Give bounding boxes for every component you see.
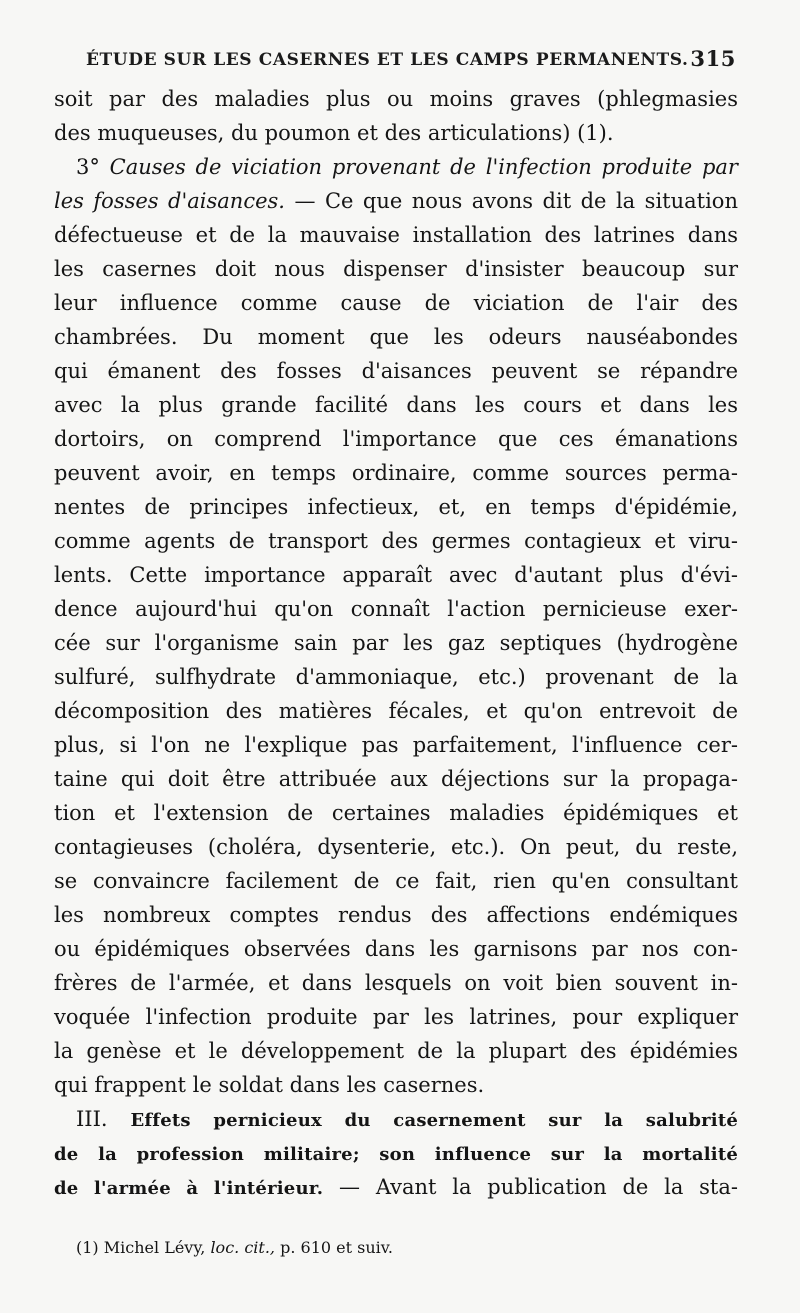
text-line: ou épidémiques observées dans les garnisons par nos con- xyxy=(54,937,738,961)
text-line: des muqueuses, du poumon et des articulations) (1). xyxy=(54,121,614,145)
text-line: lents. Cette importance apparaît avec d'autant plus d'évi- xyxy=(54,563,738,587)
text-line: les casernes doit nous dispenser d'insister beaucoup sur xyxy=(54,257,738,281)
section-III-heading-line xyxy=(54,1102,738,1136)
text-line: soit par des maladies plus ou moins graves (phlegmasies xyxy=(54,87,738,111)
section-III-numeral: III. xyxy=(76,1107,108,1131)
running-title: ÉTUDE SUR LES CASERNES ET LES CAMPS PERMANENTS. xyxy=(86,50,689,70)
footnote-pages: p. 610 et suiv. xyxy=(280,1238,393,1257)
text-run: Ce que nous avons dit de la situation xyxy=(324,189,738,213)
text-line: chambrées. Du moment que les odeurs nauséabondes xyxy=(54,325,738,349)
text-line: nentes de principes infectieux, et, en temps d'épidémie, xyxy=(54,495,738,519)
em-dash: — xyxy=(339,1175,361,1199)
text-line: les nombreux comptes rendus des affections endémiques xyxy=(54,903,738,927)
text-run: Avant la publication de la sta- xyxy=(375,1175,738,1199)
section-3-number: 3° xyxy=(76,155,100,179)
text-line: cée sur l'organisme sain par les gaz septiques (hydrogène xyxy=(54,631,738,655)
main-text xyxy=(54,82,738,1204)
text-line: dence aujourd'hui qu'on connaît l'action pernicieuse exer- xyxy=(54,597,738,621)
text-line: se convaincre facilement de ce fait, rien qu'en consultant xyxy=(54,869,738,893)
text-line: frères de l'armée, et dans lesquels on voit bien souvent in- xyxy=(54,971,738,995)
text-line: taine qui doit être attribuée aux déjections sur la propaga- xyxy=(54,767,738,791)
text-line: leur influence comme cause de viciation de l'air des xyxy=(54,291,738,315)
text-line: la genèse et le développement de la plupart des épidémies xyxy=(54,1039,738,1063)
footnote-marker: (1) xyxy=(76,1238,99,1257)
footnote-author: Michel Lévy, xyxy=(103,1238,206,1257)
text-line: peuvent avoir, en temps ordinaire, comme sources perma- xyxy=(54,461,738,485)
section-III-title: Effets pernicieux du casernement sur la salubrité xyxy=(130,1110,738,1131)
text-line: plus, si l'on ne l'explique pas parfaitement, l'influence cer- xyxy=(54,733,738,757)
footnote xyxy=(76,1238,393,1257)
text-line: dortoirs, on comprend l'importance que ces émanations xyxy=(54,427,738,451)
text-line: tion et l'extension de certaines maladies épidémiques et xyxy=(54,801,738,825)
section-III-heading-line xyxy=(54,1170,738,1204)
text-line: décomposition des matières fécales, et qu'on entrevoit de xyxy=(54,699,738,723)
section-3-heading-line xyxy=(54,150,738,184)
section-3-title: Causes de viciation provenant de l'infection produite par xyxy=(109,155,738,179)
text-line: contagieuses (choléra, dysenterie, etc.). On peut, du reste, xyxy=(54,835,738,859)
text-line: défectueuse et de la mauvaise installation des latrines dans xyxy=(54,223,738,247)
section-III-heading-line xyxy=(54,1136,738,1170)
text-line: voquée l'infection produite par les latrines, pour expliquer xyxy=(54,1005,738,1029)
text-line: sulfuré, sulfhydrate d'ammoniaque, etc.) provenant de la xyxy=(54,665,738,689)
text-line: avec la plus grande facilité dans les cours et dans les xyxy=(54,393,738,417)
text-line: qui frappent le soldat dans les casernes. xyxy=(54,1073,485,1097)
text-line: comme agents de transport des germes contagieux et viru- xyxy=(54,529,738,553)
page-number: 315 xyxy=(690,46,736,71)
footnote-reference: loc. cit., xyxy=(210,1238,275,1257)
text-line: qui émanent des fosses d'aisances peuvent se répandre xyxy=(54,359,738,383)
section-3-heading-line xyxy=(54,184,738,218)
section-III-title-cont: de la profession militaire; son influence sur la mortalité xyxy=(54,1144,738,1165)
running-header xyxy=(86,42,736,78)
em-dash: — xyxy=(294,189,316,213)
section-III-title-end: de l'armée à l'intérieur. xyxy=(54,1178,324,1199)
section-3-title-cont: les fosses d'aisances. xyxy=(54,189,285,213)
